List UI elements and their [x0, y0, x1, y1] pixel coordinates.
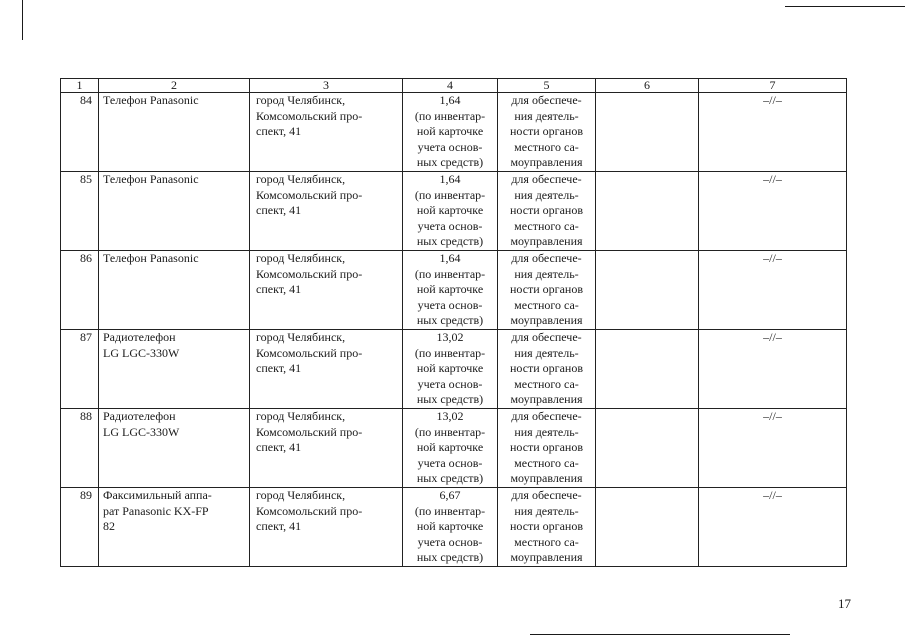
address-cell: город Челябинск, Комсомольский про- спект, 41 [250, 488, 403, 567]
value-cell: 1,64 (по инвентар- ной карточке учета основ- ных средств) [403, 251, 498, 330]
header-cell: 5 [498, 79, 596, 93]
table-row [61, 488, 847, 567]
value-cell: 13,02 (по инвентар- ной карточке учета основ- ных средств) [403, 330, 498, 409]
row-number-cell: 84 [61, 93, 99, 172]
table-row [61, 251, 847, 330]
header-cell: 2 [99, 79, 250, 93]
item-name-cell: Телефон Panasonic [99, 172, 250, 251]
item-name-cell: Телефон Panasonic [99, 251, 250, 330]
row-number-cell: 85 [61, 172, 99, 251]
column6-cell [596, 251, 699, 330]
purpose-cell: для обеспече- ния деятель- ности органов местного са- моуправления [498, 251, 596, 330]
scan-edge-bottom [530, 634, 790, 635]
item-name-cell: Радиотелефон LG LGC-330W [99, 330, 250, 409]
column7-cell: –//– [699, 251, 847, 330]
scan-edge-top-right [785, 6, 905, 7]
column6-cell [596, 93, 699, 172]
value-cell: 6,67 (по инвентар- ной карточке учета основ- ных средств) [403, 488, 498, 567]
column7-cell: –//– [699, 409, 847, 488]
item-name-cell: Радиотелефон LG LGC-330W [99, 409, 250, 488]
table-row [61, 93, 847, 172]
column7-cell: –//– [699, 488, 847, 567]
purpose-cell: для обеспече- ния деятель- ности органов местного са- моуправления [498, 409, 596, 488]
table-row [61, 330, 847, 409]
column6-cell [596, 409, 699, 488]
item-name-cell: Телефон Panasonic [99, 93, 250, 172]
column6-cell [596, 330, 699, 409]
address-cell: город Челябинск, Комсомольский про- спект, 41 [250, 409, 403, 488]
value-cell: 1,64 (по инвентар- ной карточке учета основ- ных средств) [403, 93, 498, 172]
value-cell: 13,02 (по инвентар- ной карточке учета основ- ных средств) [403, 409, 498, 488]
column6-cell [596, 488, 699, 567]
purpose-cell: для обеспече- ния деятель- ности органов местного са- моуправления [498, 93, 596, 172]
value-cell: 1,64 (по инвентар- ной карточке учета основ- ных средств) [403, 172, 498, 251]
header-cell: 4 [403, 79, 498, 93]
purpose-cell: для обеспече- ния деятель- ности органов местного са- моуправления [498, 488, 596, 567]
header-cell: 7 [699, 79, 847, 93]
scan-edge-left [22, 0, 23, 40]
address-cell: город Челябинск, Комсомольский про- спект, 41 [250, 172, 403, 251]
table-row [61, 409, 847, 488]
column7-cell: –//– [699, 93, 847, 172]
header-cell: 3 [250, 79, 403, 93]
purpose-cell: для обеспече- ния деятель- ности органов местного са- моуправления [498, 172, 596, 251]
row-number-cell: 87 [61, 330, 99, 409]
table-row [61, 172, 847, 251]
table-header-row [61, 79, 847, 93]
column7-cell: –//– [699, 330, 847, 409]
column7-cell: –//– [699, 172, 847, 251]
inventory-table [60, 78, 847, 567]
row-number-cell: 86 [61, 251, 99, 330]
header-cell: 6 [596, 79, 699, 93]
address-cell: город Челябинск, Комсомольский про- спект, 41 [250, 330, 403, 409]
item-name-cell: Факсимильный аппа- рат Panasonic KX-FP 82 [99, 488, 250, 567]
row-number-cell: 88 [61, 409, 99, 488]
address-cell: город Челябинск, Комсомольский про- спект, 41 [250, 93, 403, 172]
address-cell: город Челябинск, Комсомольский про- спект, 41 [250, 251, 403, 330]
header-cell: 1 [61, 79, 99, 93]
row-number-cell: 89 [61, 488, 99, 567]
page-number: 17 [838, 596, 851, 611]
purpose-cell: для обеспече- ния деятель- ности органов местного са- моуправления [498, 330, 596, 409]
column6-cell [596, 172, 699, 251]
